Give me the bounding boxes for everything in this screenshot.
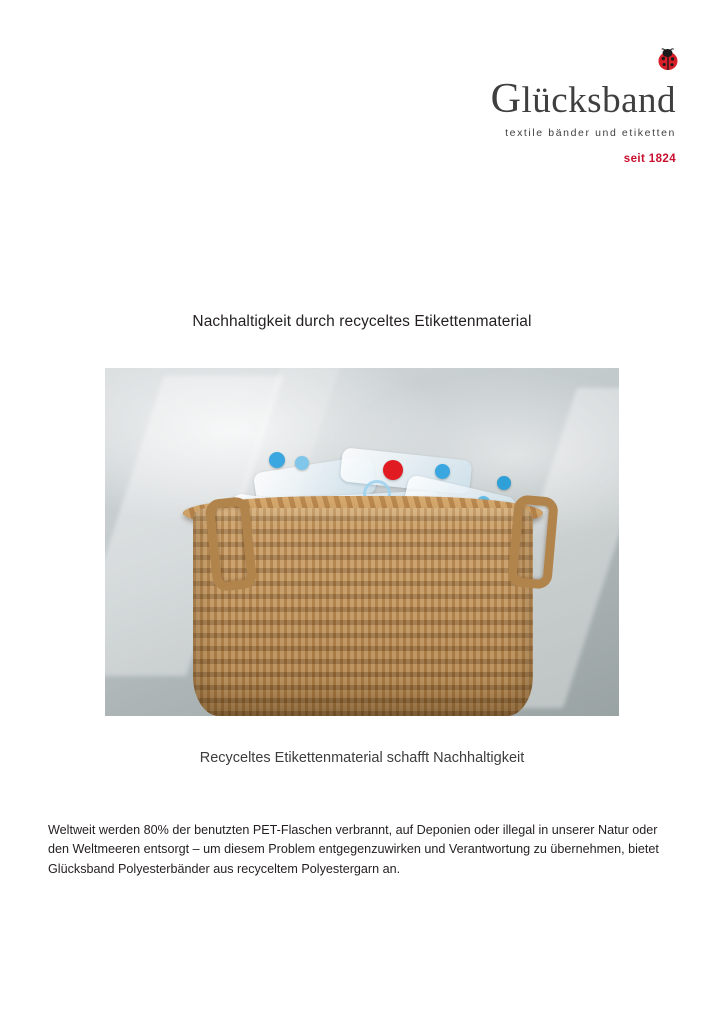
- basket-handle-left: [204, 496, 257, 592]
- logo-since-badge: seit 1824: [623, 153, 676, 165]
- bottle-cap: [269, 452, 285, 468]
- page-title: Nachhaltigkeit durch recyceltes Etikettenmaterial: [192, 313, 532, 330]
- logo-tagline: textile bänder und etiketten: [505, 127, 676, 139]
- body-paragraph: Weltweit werden 80% der benutzten PET-Flaschen verbrannt, auf Deponien oder illegal in unserer Natur oder den Weltmeeren entsorgt – um diesem Problem entgegenzuwirken und Verantwortung zu übernehmen, bietet Glücksband Polyesterbänder aus recyceltem Polyestergarn an.: [48, 822, 659, 876]
- ladybug-icon: [654, 48, 682, 72]
- photo-caption: Recyceltes Etikettenmaterial schafft Nachhaltigkeit: [199, 750, 525, 766]
- bottle-cap: [383, 460, 403, 480]
- logo-wordmark: [491, 78, 676, 120]
- bottle-cap: [295, 456, 309, 470]
- bottle-cap: [497, 476, 511, 490]
- recycling-photo: [105, 368, 619, 716]
- logo-wordmark-initial: G: [490, 76, 522, 122]
- bottle-cap: [435, 464, 450, 479]
- basket-handle-right: [507, 494, 559, 589]
- logo-wordmark-rest: lücksband: [521, 80, 676, 121]
- company-logo: [376, 78, 676, 165]
